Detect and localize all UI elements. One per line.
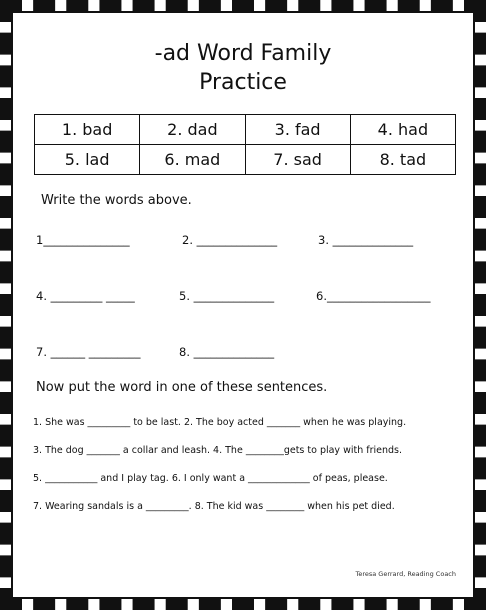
word-cell: 3. fad	[245, 115, 350, 145]
author-credit: Teresa Gerrard, Reading Coach	[355, 570, 456, 578]
sentence-line: 3. The dog _______ a collar and leash. 4. The ________gets to play with friends.	[33, 445, 403, 456]
write-line[interactable]: 1_______________	[36, 233, 130, 247]
word-cell: 8. tad	[350, 145, 455, 175]
word-row	[35, 145, 456, 175]
sentence-line: 1. She was _________ to be last. 2. The boy acted _______ when he was playing.	[33, 417, 407, 428]
write-line[interactable]: 8. ______________	[179, 345, 275, 359]
word-cell: 1. bad	[35, 115, 140, 145]
word-cell: 6. mad	[140, 145, 245, 175]
sentence-line: 5. ___________ and I play tag. 6. I only want a _____________ of peas, please.	[33, 473, 388, 484]
write-line[interactable]: 4. _________ _____	[36, 289, 135, 303]
worksheet-subtitle: Practice	[199, 70, 287, 95]
word-list-table	[34, 114, 456, 175]
write-line[interactable]: 5. ______________	[179, 289, 275, 303]
worksheet-title: -ad Word Family	[154, 41, 332, 66]
word-cell: 7. sad	[245, 145, 350, 175]
instruction-write: Write the words above.	[41, 193, 192, 208]
write-line[interactable]: 7. ______ _________	[36, 345, 141, 359]
write-line[interactable]: 3. ______________	[318, 233, 414, 247]
instruction-sentences: Now put the word in one of these sentences.	[36, 380, 328, 395]
sentence-line: 7. Wearing sandals is a _________. 8. The kid was ________ when his pet died.	[33, 501, 395, 512]
word-cell: 4. had	[350, 115, 455, 145]
write-line[interactable]: 2. ______________	[182, 233, 278, 247]
word-row	[35, 115, 456, 145]
word-cell: 2. dad	[140, 115, 245, 145]
word-cell: 5. lad	[35, 145, 140, 175]
write-line[interactable]: 6.__________________	[316, 289, 431, 303]
